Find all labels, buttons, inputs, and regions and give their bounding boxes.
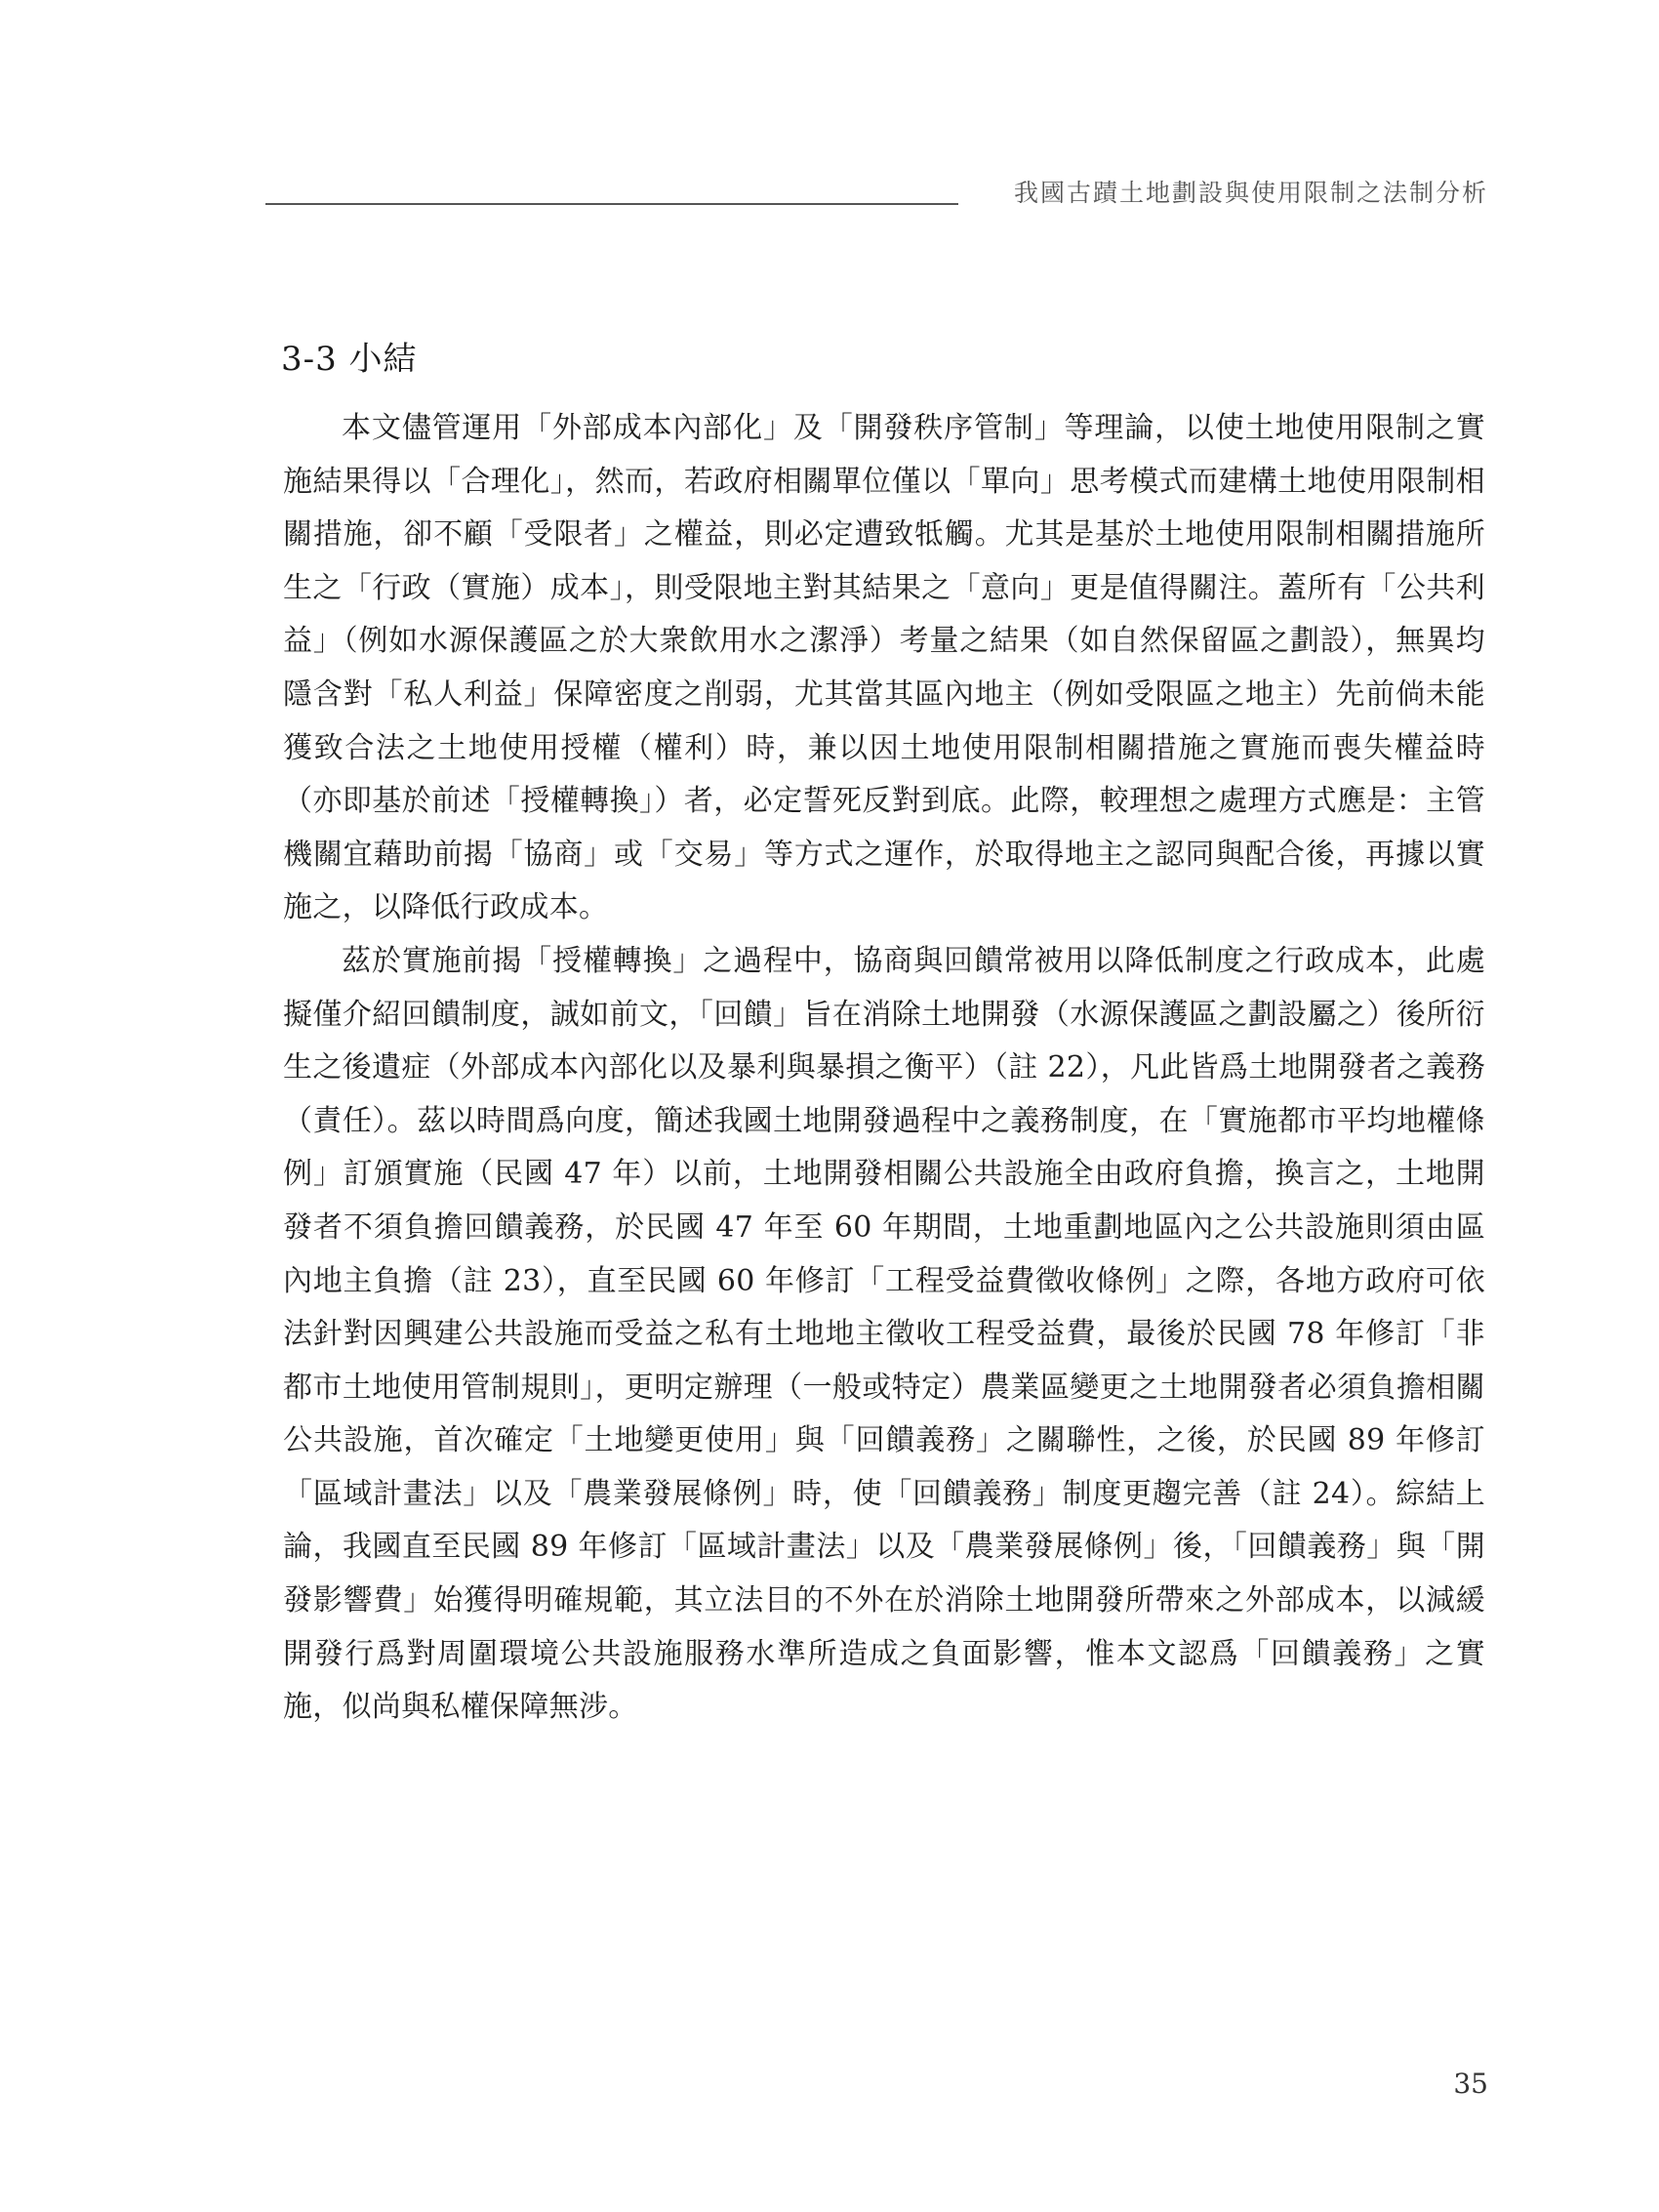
section-title: 3-3 小結 bbox=[281, 340, 418, 379]
page-number: 35 bbox=[1453, 2068, 1488, 2100]
header-rule bbox=[265, 203, 958, 205]
paragraph-1: 本文儘管運用「外部成本內部化」及「開發秩序管制」等理論，以使土地使用限制之實施結果得以「合理化」，然而，若政府相關單位僅以「單向」思考模式而建構土地使用限制相關措施，卻不顧「受限者」之權益，則必定遭致牴觸。尤其是基於土地使用限制相關措施所生之「行政（實施）成本」，則受限地主對其結果之「意向」更是值得關注。蓋所有「公共利益」（例如水源保護區之於大衆飲用水之潔淨）考量之結果（如自然保留區之劃設），無異均隱含對「私人利益」保障密度之削弱，尤其當其區內地主（例如受限區之地主）先前倘未能獲致合法之土地使用授權（權利）時，兼以因土地使用限制相關措施之實施而喪失權益時（亦即基於前述「授權轉換」）者，必定誓死反對到底。此際，較理想之處理方式應是：主管機關宜藉助前揭「協商」或「交易」等方式之運作，於取得地主之認同與配合後，再據以實施之，以降低行政成本。 bbox=[283, 411, 1485, 925]
running-head-title: 我國古蹟土地劃設與使用限制之法制分析 bbox=[1013, 179, 1488, 207]
body-text bbox=[283, 402, 1485, 1735]
paragraph-2: 茲於實施前揭「授權轉換」之過程中，協商與回饋常被用以降低制度之行政成本，此處擬僅介紹回饋制度，誠如前文，「回饋」旨在消除土地開發（水源保護區之劃設屬之）後所衍生之後遺症（外部成本內部化以及暴利與暴損之衡平）（註 22），凡此皆爲土地開發者之義務（責任）。茲以時間爲向度，簡述我國土地開發過程中之義務制度，在「實施都市平均地權條例」訂頒實施（民國 47 年）以前，土地開發相關公共設施全由政府負擔，換言之，土地開發者不須負擔回饋義務，於民國 47 年至 60 年期間，土地重劃地區內之公共設施則須由區內地主負擔（註 23），直至民國 60 年修訂「工程受益費徵收條例」之際，各地方政府可依法針對因興建公共設施而受益之私有土地地主徵收工程受益費，最後於民國 78 年修訂「非都市土地使用管制規則」，更明定辦理（一般或特定）農業區變更之土地開發者必須負擔相關公共設施，首次確定「土地變更使用」與「回饋義務」之關聯性，之後，於民國 89 年修訂「區域計畫法」以及「農業發展條例」時，使「回饋義務」制度更趨完善（註 24）。綜結上論，我國直至民國 89 年修訂「區域計畫法」以及「農業發展條例」後，「回饋義務」與「開發影響費」始獲得明確規範，其立法目的不外在於消除土地開發所帶來之外部成本，以減緩開發行爲對周圍環境公共設施服務水準所造成之負面影響，惟本文認爲「回饋義務」之實施，似尚與私權保障無涉。 bbox=[283, 943, 1485, 1725]
